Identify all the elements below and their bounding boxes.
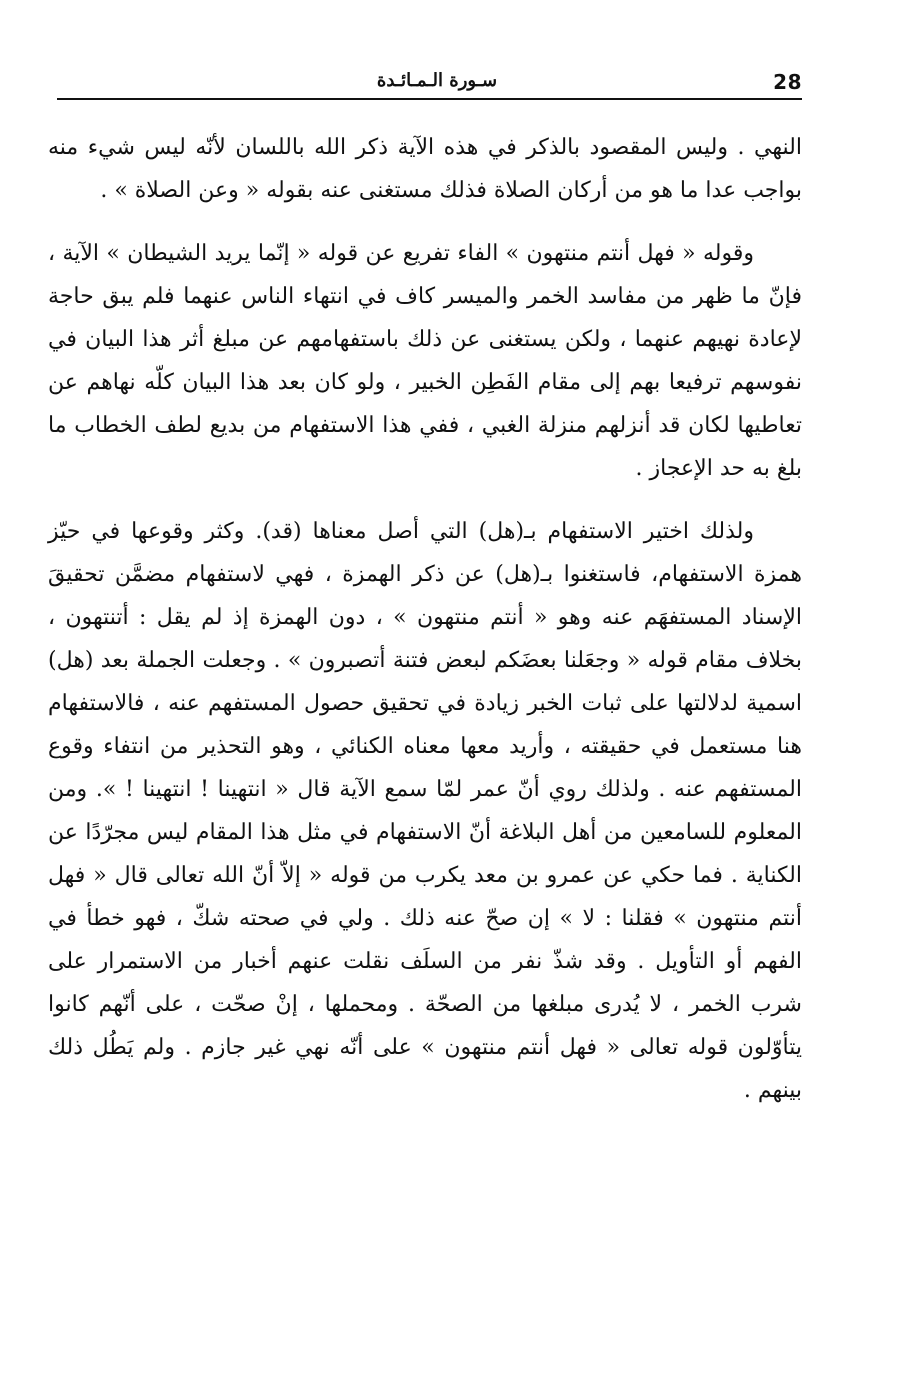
paragraph-2: وقوله « فهل أنتم منتهون » الفاء تفريع عن قوله « إنّما يريد الشيطان » الآية ، فإنّ ما ظهر من مفاسد الخمر والميسر كاف في انتهاء الناس عنهما فلم يبق حاجة لإعادة نهيهم عنهما ، ولكن يستغنى عن ذلك باستفهامهم عن مبلغ أثر هذا البيان في نفوسهم ترفيعا بهم إلى مقام الفَطِن الخبير ، ولو كان بعد هذا البيان كلّه نهاهم عن تعاطيها لكان قد أنزلهم منزلة الغبي ، ففي هذا الاستفهام من بديع لطف الخطاب ما بلغ به حد الإعجاز . [48,241,802,481]
header-rule [57,98,802,100]
paragraph-1: النهي . وليس المقصود بالذكر في هذه الآية ذكر الله باللسان لأنّه ليس شيء منه بواجب عدا ما هو من أركان الصلاة فذلك مستغنى عنه بقوله « وعن الصلاة » . [48,135,802,203]
page-header [57,58,802,102]
body-text [48,126,802,1112]
running-title: سـورة الـمـائـدة [376,70,498,91]
page-number: 28 [773,70,802,94]
paragraph-3: ولذلك اختير الاستفهام بـ(هل) التي أصل معناها (قد). وكثر وقوعها في حيّز همزة الاستفهام، فاستغنوا بـ(هل) عن ذكر الهمزة ، فهي لاستفهام مضمَّن تحقيقَ الإسناد المستفهَم عنه وهو « أنتم منتهون » ، دون الهمزة إذ لم يقل : أتنتهون ، بخلاف مقام قوله « وجعَلنا بعضَكم لبعض فتنة أتصبرون » . وجعلت الجملة بعد (هل) اسمية لدلالتها على ثبات الخبر زيادة في تحقيق حصول المستفهم عنه ، فالاستفهام هنا مستعمل في حقيقته ، وأريد معها معناه الكنائي ، وهو التحذير من انتفاء وقوع المستفهم عنه . ولذلك روي أنّ عمر لمّا سمع الآية قال « انتهينا ! انتهينا ! ». ومن المعلوم للسامعين من أهل البلاغة أنّ الاستفهام في مثل هذا المقام ليس مجرّدًا عن الكناية . فما حكي عن عمرو بن معد يكرب من قوله « إلاّ أنّ الله تعالى قال « فهل أنتم منتهون » فقلنا : لا » إن صحّ عنه ذلك . ولي في صحته شكّ ، فهو خطأ في الفهم أو التأويل . وقد شذّ نفر من السلَف نقلت عنهم أخبار من الاستمرار على شرب الخمر ، لا يُدرى مبلغها من الصحّة . ومحملها ، إنْ صحّت ، على أنّهم كانوا يتأوّلون قوله تعالى « فهل أنتم منتهون » على أنّه نهي غير جازم . ولم يَطُل ذلك بينهم . [48,519,802,1103]
